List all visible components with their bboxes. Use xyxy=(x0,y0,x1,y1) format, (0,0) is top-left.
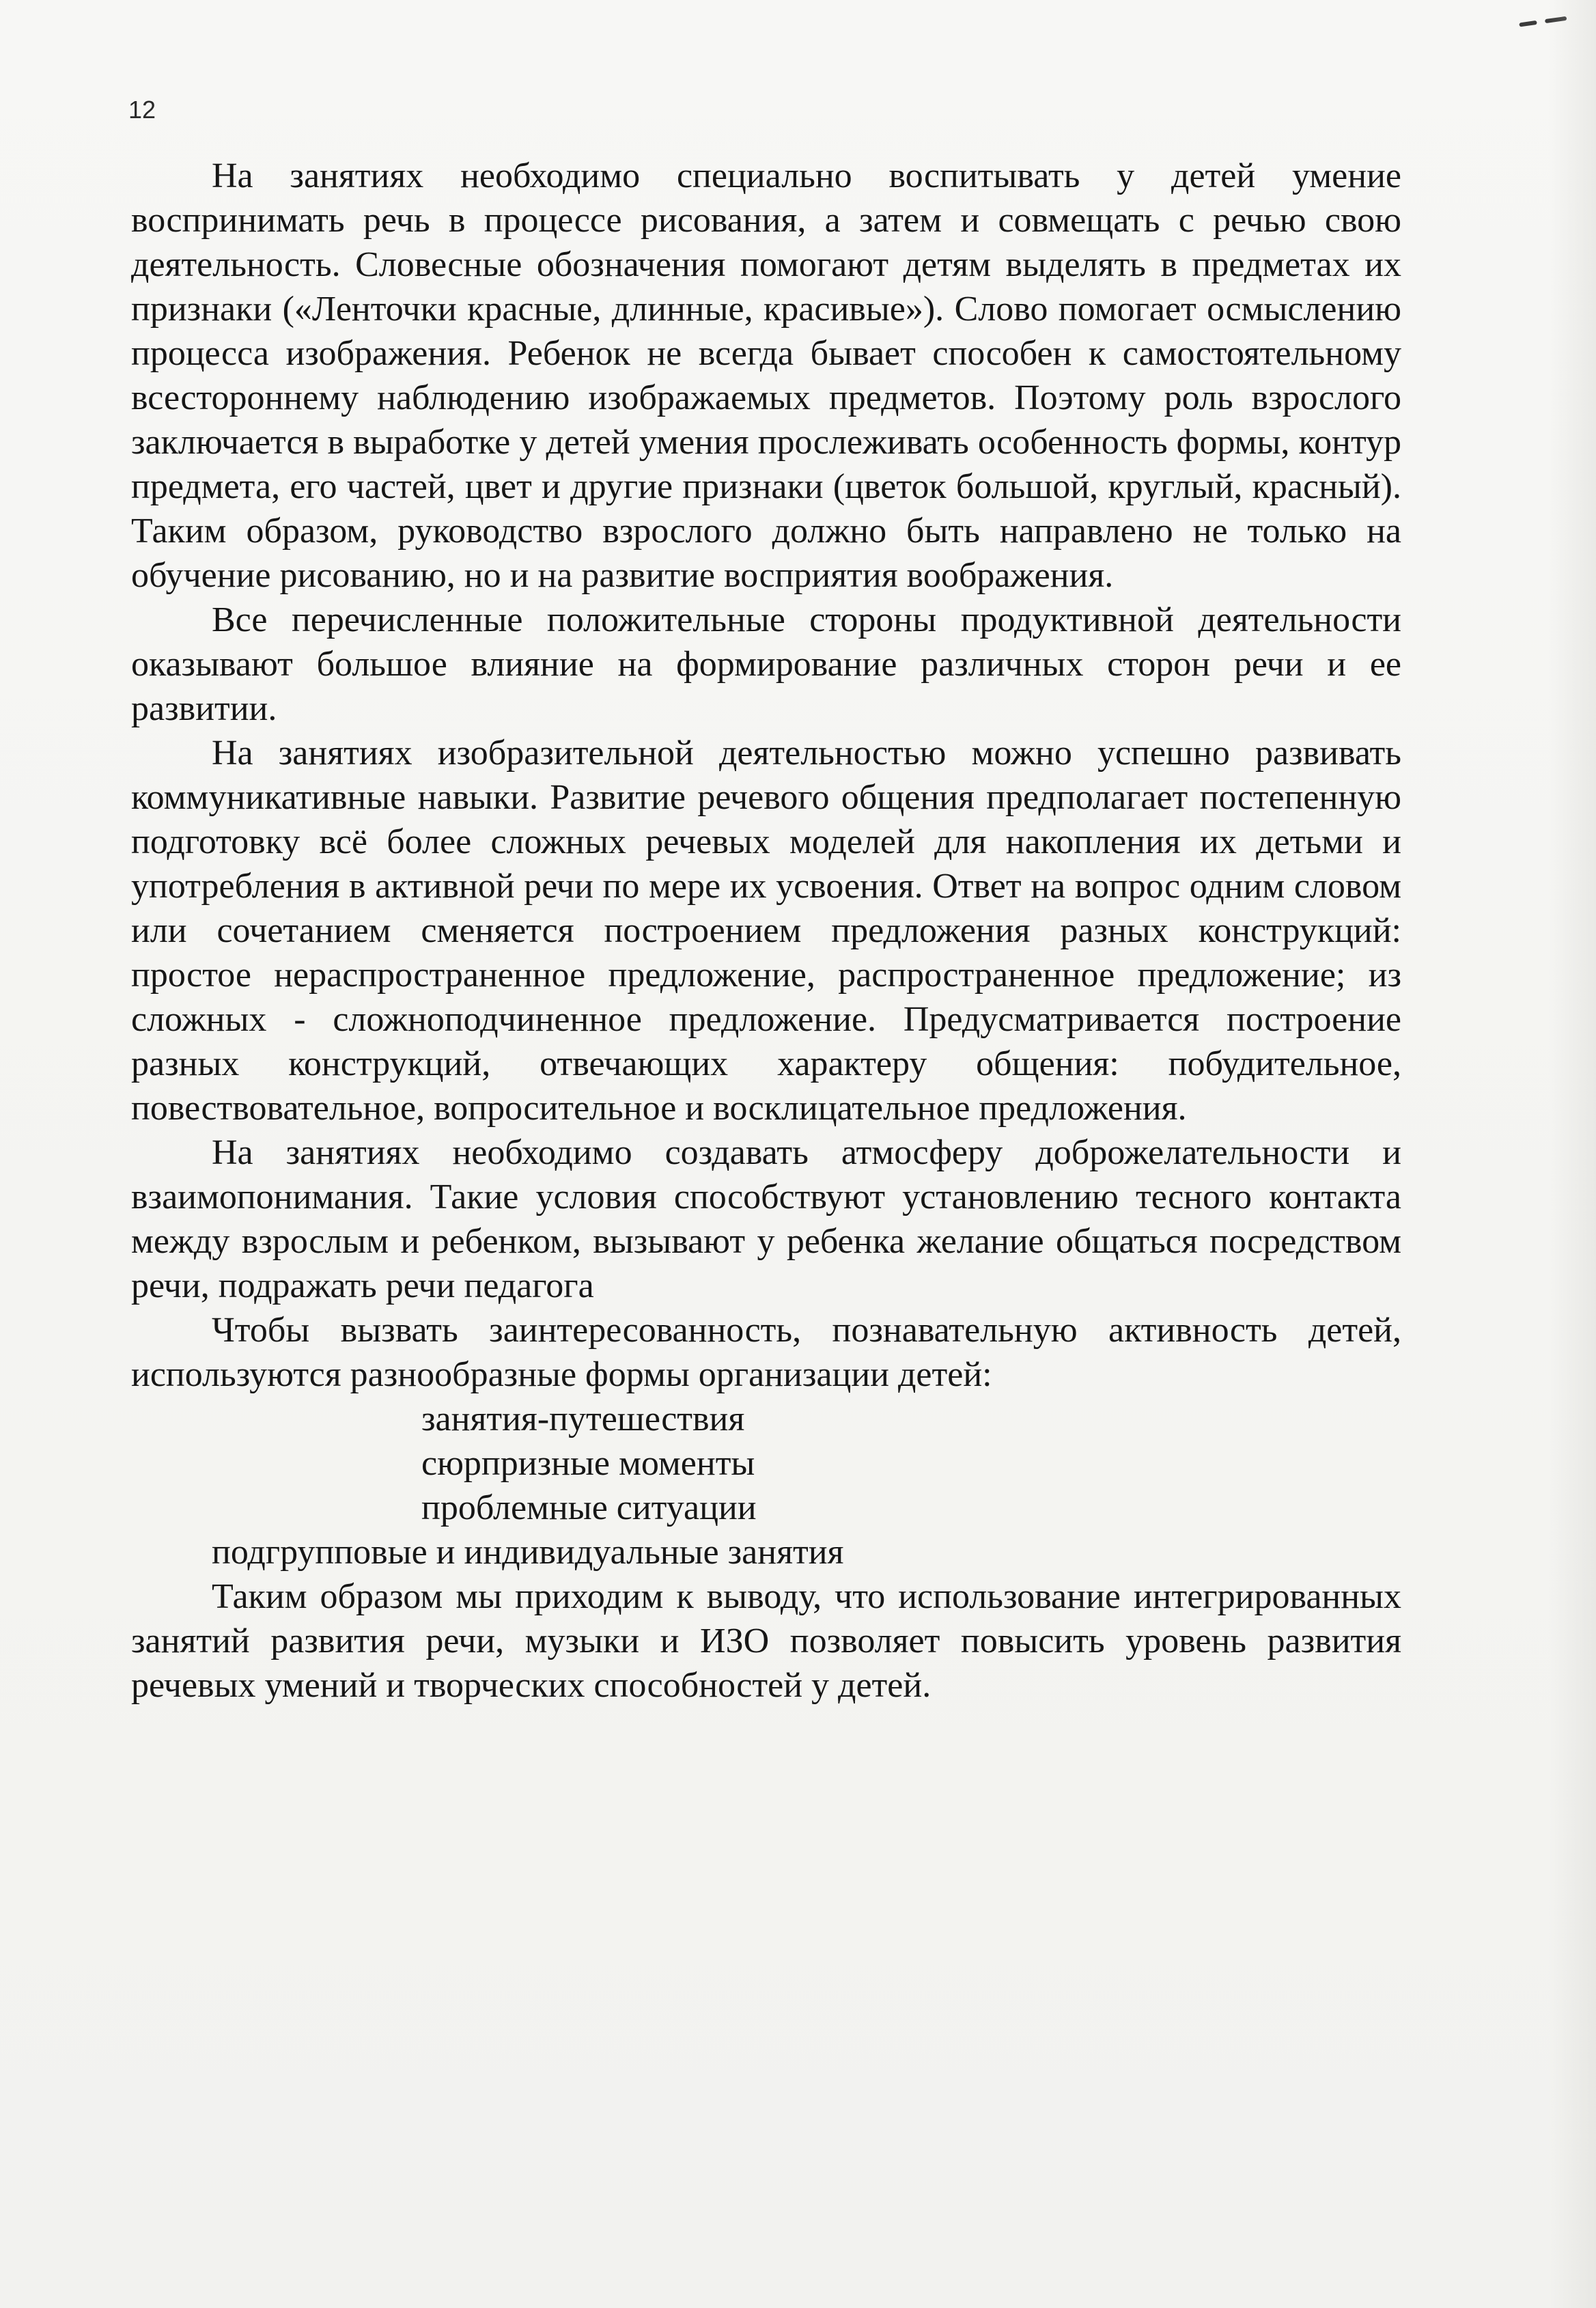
list-item: сюрпризные моменты xyxy=(421,1444,755,1483)
page-edge-shadow xyxy=(1548,0,1596,2308)
last-list-item: подгрупповые и индивидуальные занятия xyxy=(212,1533,844,1572)
conclusion-paragraph: Таким образом мы приходим к выводу, что использование интегрированных занятий развития речи, музыки и ИЗО позволяет повысить уровень развития речевых умений и творческих способностей у детей. xyxy=(131,1577,1401,1705)
paragraph-2: Все перечисленные положительные стороны продуктивной деятельности оказывают большое влияние на формирование различных сторон речи и ее развитии. xyxy=(131,600,1401,728)
page-number: 12 xyxy=(128,96,156,124)
paragraph-4: На занятиях необходимо создавать атмосферу доброжелательности и взаимопонимания. Такие условия способствуют установлению тесного контакта между взрослым и ребенком, вызывают у ребенка желание общаться посредством речи, подражать речи педагога xyxy=(131,1133,1401,1305)
paragraph-5: Чтобы вызвать заинтересованность, познавательную активность детей, используются разнообразные формы организации детей: xyxy=(131,1311,1401,1394)
list-item: проблемные ситуации xyxy=(421,1488,757,1527)
paragraph-1: На занятиях необходимо специально воспитывать у детей умение воспринимать речь в процессе рисования, а затем и совмещать с речью свою деятельность. Словесные обозначения помогают детям выделять в предметах их признаки («Ленточки красные, длинные, красивые»). Слово помогает осмыслению процесса изображения. Ребенок не всегда бывает способен к самостоятельному всестороннему наблюдению изображаемых предметов. Поэтому роль взрослого заключается в выработке у детей умения прослеживать особенность формы, контур предмета, его частей, цвет и другие признаки (цветок большой, круглый, красный). Таким образом, руководство взрослого должно быть направлено не только на обучение рисованию, но и на развитие восприятия воображения. xyxy=(131,156,1401,595)
activity-list xyxy=(131,1397,1401,1530)
list-item: занятия-путешествия xyxy=(421,1400,745,1438)
paragraph-3: На занятиях изобразительной деятельностью можно успешно развивать коммуникативные навыки. Развитие речевого общения предполагает постепенную подготовку всё более сложных речевых моделей для накопления их детьми и употребления в активной речи по мере их усвоения. Ответ на вопрос одним словом или сочетанием сменяется построением предложения разных конструкций: простое нераспространенное предложение, распространенное предложение; из сложных - сложноподчиненное предложение. Предусматривается построение разных конструкций, отвечающих характеру общения: побудительное, повествовательное, вопросительное и восклицательное предложения. xyxy=(131,734,1401,1128)
page-content xyxy=(131,154,1401,1708)
